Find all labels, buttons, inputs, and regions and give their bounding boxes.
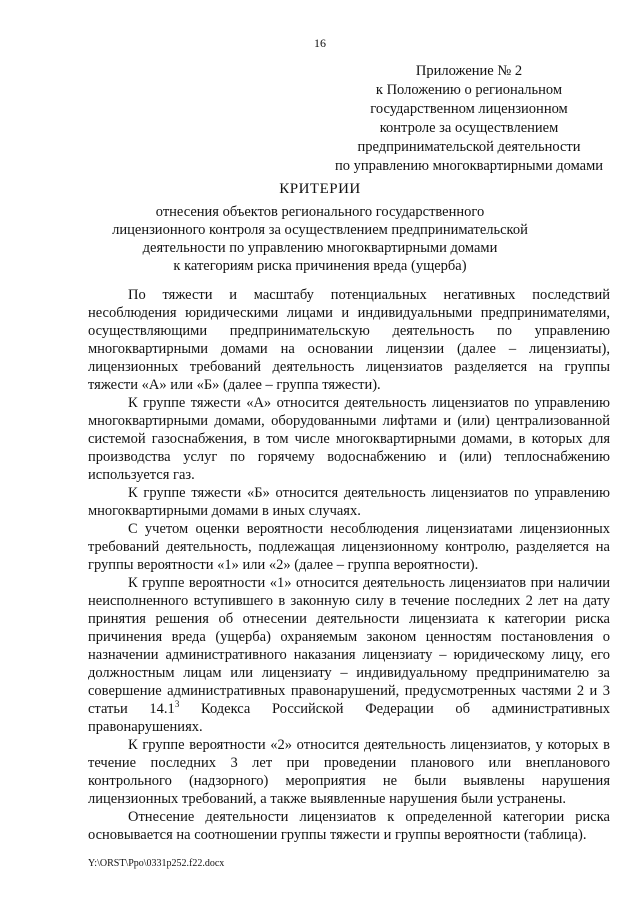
subtitle-line: деятельности по управлению многоквартирными домами (142, 240, 498, 256)
paragraph-probability-1-tail: Кодекса Российской Федерации об административных правонарушениях. (88, 701, 610, 735)
subtitle-line: отнесения объектов регионального государственного (155, 204, 485, 220)
paragraph-group-b: К группе тяжести «Б» относится деятельность лицензиатов по управлению многоквартирными домами в иных случаях. (88, 485, 610, 519)
appendix-line: Приложение № 2 (415, 63, 523, 79)
paragraph-classification: Отнесение деятельности лицензиатов к определенной категории риска основывается на соотношении группы тяжести и группы вероятности (таблица). (88, 809, 610, 843)
paragraph-probability-2: К группе вероятности «2» относится деятельность лицензиатов, у которых в течение последних 3 лет при проведении планового или внепланового контрольного (надзорного) мероприятия не были выявлены нарушения лицензионных требований, а также выявленные нарушения были устранены. (88, 737, 610, 807)
appendix-header (300, 62, 638, 176)
appendix-line: предпринимательской деятельности (357, 139, 581, 155)
document-title: КРИТЕРИИ (279, 181, 361, 197)
appendix-line: к Положению о региональном (375, 82, 563, 98)
article-superscript: 3 (174, 699, 180, 709)
appendix-line: контроле за осуществлением (379, 120, 559, 136)
paragraph-severity: По тяжести и масштабу потенциальных негативных последствий несоблюдения юридическими лицами и индивидуальными предпринимателями, осуществляющими предпринимательскую деятельность по управлению многоквартирными домами на основании лицензии (далее – лицензиаты), лицензионных требований деятельность лицензиатов разделяется на группы тяжести «А» или «Б» (далее – группа тяжести). (88, 287, 610, 393)
paragraph-probability: С учетом оценки вероятности несоблюдения лицензиатами лицензионных требований деятельность, подлежащая лицензионному контролю, разделяется на группы вероятности «1» или «2» (далее – группа вероятности). (88, 521, 610, 573)
appendix-line: государственном лицензионном (370, 101, 568, 117)
document-subtitle (90, 203, 550, 275)
paragraph-group-a: К группе тяжести «А» относится деятельность лицензиатов по управлению многоквартирными домами, оборудованными лифтами и (или) централизованной системой газоснабжения, в том числе многоквартирными домами, в которых для производства услуг по горячему водоснабжению и (или) теплоснабжению используется газ. (88, 395, 610, 483)
document-body (88, 286, 610, 844)
footer-file-path: Y:\ORST\Ppo\0331p252.f22.docx (88, 858, 225, 869)
paragraph-probability-1-text: К группе вероятности «1» относится деятельность лицензиатов при наличии неисполненного вступившего в законную силу в течение последних 2 лет на дату принятия решения об отнесении деятельности лицензиата к категории риска причинения вреда (ущерба) охраняемым законом ценностям постановления о назначении административного наказания лицензиату – юридическому лицу, его должностным лицам или лицензиату – индивидуальному предпринимателю за совершение административных правонарушений, предусмотренных частями 2 и 3 статьи 14.1 (88, 575, 610, 717)
subtitle-line: к категориям риска причинения вреда (ущерба) (173, 258, 467, 274)
appendix-line: по управлению многоквартирными домами (334, 158, 604, 174)
paragraph-probability-1 (88, 574, 610, 736)
page-number: 16 (314, 36, 326, 50)
subtitle-line: лицензионного контроля за осуществлением предпринимательской (112, 222, 528, 238)
